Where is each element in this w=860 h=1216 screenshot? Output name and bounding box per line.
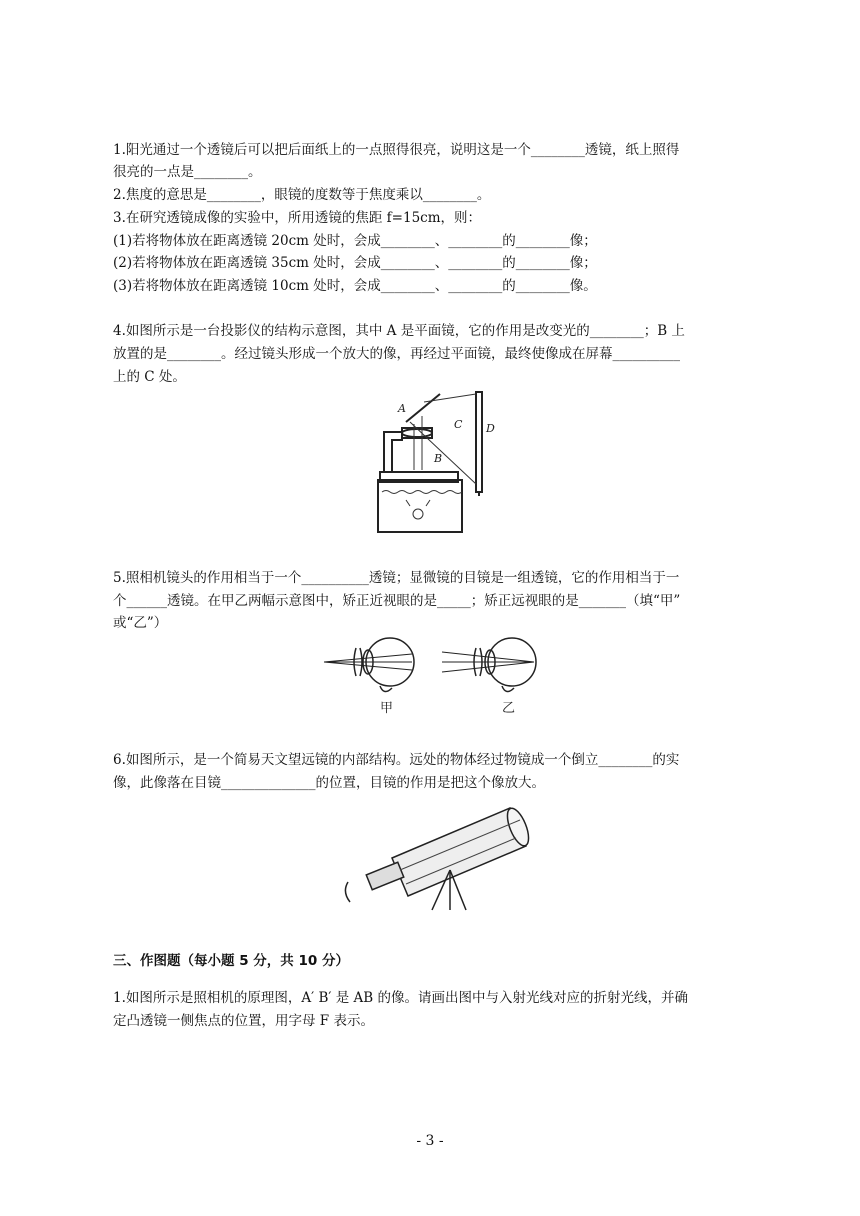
ray-to-screen-bottom — [410, 422, 476, 484]
projector-screen-d — [476, 392, 482, 492]
tripod-leg-2 — [450, 870, 466, 910]
telescope-eyepiece — [366, 862, 404, 890]
q4-line-2: 放置的是________。经过镜头形成一个放大的像，再经过平面镜，最终使像成在屏幕__________ — [113, 346, 680, 362]
section-3-heading: 三、作图题（每小题 5 分，共 10 分） — [113, 953, 349, 969]
eye-observer — [345, 882, 350, 902]
q6-line-2: 像，此像落在目镜______________的位置，目镜的作用是把这个像放大。 — [113, 775, 545, 791]
section-3-q1-line-1: 1.如图所示是照相机的原理图，A′ B′ 是 AB 的像。请画出图中与入射光线对应的折射光线，并确 — [113, 990, 689, 1006]
q5-line-3: 或“乙”） — [113, 615, 168, 631]
ray-to-screen-top — [424, 394, 476, 402]
label-yi: 乙 — [502, 701, 516, 716]
q4-line-1: 4.如图所示是一台投影仪的结构示意图，其中 A 是平面镜，它的作用是改变光的________；B 上 — [113, 323, 685, 339]
q3-sub-1: (1)若将物体放在距离透镜 20cm 处时，会成________、________的________像； — [113, 233, 597, 249]
telescope-figure — [340, 798, 540, 912]
projector-mirror-a — [406, 394, 440, 422]
q5-line-2: 个______透镜。在甲乙两幅示意图中，矫正近视眼的是_____；矫正远视眼的是_______（填“甲” — [113, 593, 681, 609]
eye-left-stalk — [380, 686, 392, 692]
projector-base — [378, 480, 462, 532]
eye-figure — [322, 636, 544, 716]
light-bulb — [413, 509, 423, 519]
q1-line-2: 很亮的一点是________。 — [113, 164, 262, 180]
telescope-tube — [392, 808, 526, 896]
eye-right-stalk — [502, 686, 514, 692]
bulb-ray-2 — [426, 500, 430, 506]
page-number: - 3 - — [416, 1133, 444, 1149]
section-3-q1-line-2: 定凸透镜一侧焦点的位置，用字母 F 表示。 — [113, 1013, 374, 1029]
label-jia: 甲 — [380, 701, 394, 716]
label-d: D — [486, 422, 495, 435]
ray-left-1 — [324, 654, 412, 662]
projector-lens — [402, 429, 432, 437]
projector-arm — [384, 432, 402, 472]
bulb-ray-1 — [406, 500, 410, 506]
ray-left-2 — [324, 662, 412, 670]
q4-line-3: 上的 C 处。 — [113, 369, 186, 385]
projector-figure — [366, 388, 496, 536]
label-c: C — [454, 418, 463, 431]
label-b: B — [434, 452, 443, 465]
q3-line-1: 3.在研究透镜成像的实验中，所用透镜的焦距 f=15cm，则： — [113, 210, 482, 226]
q3-sub-3: (3)若将物体放在距离透镜 10cm 处时，会成________、________的________像。 — [113, 278, 597, 294]
label-a: A — [398, 402, 406, 415]
water-waves — [382, 491, 462, 494]
q1-line-1: 1.阳光通过一个透镜后可以把后面纸上的一点照得很亮，说明这是一个________透镜，纸上照得 — [113, 142, 680, 158]
q6-line-1: 6.如图所示，是一个简易天文望远镜的内部结构。远处的物体经过物镜成一个倒立________的实 — [113, 752, 680, 768]
q2-line-1: 2.焦度的意思是________，眼镜的度数等于焦度乘以________。 — [113, 187, 491, 203]
q5-line-1: 5.照相机镜头的作用相当于一个__________透镜；显微镜的目镜是一组透镜，它的作用相当于一 — [113, 570, 680, 586]
q3-sub-2: (2)若将物体放在距离透镜 35cm 处时，会成________、________的________像； — [113, 255, 597, 271]
